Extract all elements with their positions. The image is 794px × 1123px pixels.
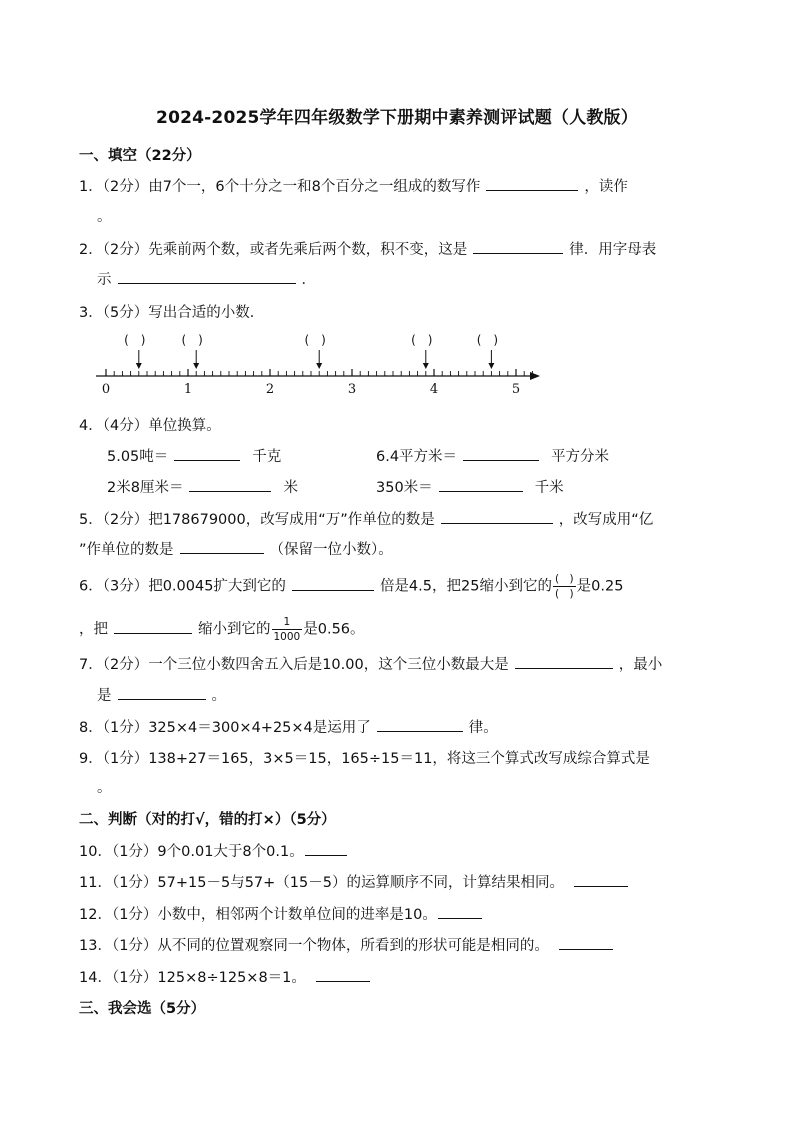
tick-label: 4 [429,382,439,394]
answer-blank[interactable] [441,509,553,524]
answer-blank[interactable] [473,239,563,254]
question-4: 4．（4分）单位换算。 [79,418,221,434]
answer-blank[interactable] [292,576,374,591]
blank-label: ( ) [411,333,433,347]
answer-blank[interactable] [118,685,206,700]
number-line-blank-1[interactable] [124,333,145,369]
question-8: 8．（1分）325×4＝300×4+25×4是运用了 律。 [79,716,498,737]
conversion-item-3: 2米8厘米＝ 米 [107,476,298,497]
question-6: 6．（3分）把0.0045扩大到它的 倍是4.5，把25缩小到它的 $\frac{( )}{( )}$ 是0.25 [79,573,624,600]
blank-label: ( ) [304,333,326,347]
answer-blank[interactable] [316,967,370,982]
number-line-blank-5[interactable] [477,333,498,369]
question-14: 14．（1分）125×8÷125×8＝1。 [79,966,376,987]
answer-blank[interactable] [189,477,271,492]
answer-blank[interactable] [118,269,296,284]
question-2: 2．（2分）先乘前两个数，或者先乘后两个数，积不变，这是 律．用字母表 [79,238,656,259]
number-line-blank-4[interactable] [411,333,432,369]
question-7-cont: 是 。 [97,684,226,705]
page-title: 2024-2025学年四年级数学下册期中素养测评试题（人教版） [156,108,638,128]
answer-blank[interactable] [515,654,613,669]
answer-blank[interactable] [114,619,192,634]
tick-label: 1 [183,382,193,394]
question-12: 12．（1分）小数中，相邻两个计数单位间的进率是10。 [79,903,488,924]
question-13: 13．（1分）从不同的位置观察同一个物体，所看到的形状可能是相同的。 [79,934,619,955]
answer-blank[interactable] [559,935,613,950]
answer-blank[interactable] [180,539,264,554]
answer-blank[interactable] [574,872,628,887]
number-line-blank-3[interactable] [305,333,326,369]
pointer-arrow-head [423,363,429,369]
question-10: 10．（1分）9个0.01大于8个0.1。 [79,840,353,861]
section-heading-multiple-choice: 三、我会选（5分） [79,1001,206,1017]
conversion-item-2: 6.4平方米＝ 平方分米 [376,445,609,466]
question-9: 9．（1分）138+27＝165，3×5＝15，165÷15＝11，将这三个算式改写成综合算式是 [79,751,650,767]
answer-blank[interactable] [463,446,539,461]
number-line-blank-2[interactable] [182,333,203,369]
pointer-arrow-head [316,363,322,369]
blank-label: ( ) [181,333,203,347]
fraction-one-thousandth: $\frac{1}{1000}$ [273,616,301,643]
blank-label: ( ) [124,333,146,347]
answer-blank[interactable] [174,446,240,461]
question-9-cont: 。 [97,780,112,796]
pointer-arrow-head [136,363,142,369]
blank-label: ( ) [476,333,499,347]
conversion-item-1: 5.05吨＝ 千克 [107,445,281,466]
answer-blank[interactable] [439,477,523,492]
pointer-arrow-head [488,363,494,369]
answer-blank[interactable] [486,176,578,191]
pointer-arrow-head [193,363,199,369]
section-heading-true-false: 二、判断（对的打√，错的打×）（5分） [79,812,336,828]
number-line-arrowhead [530,372,540,380]
answer-blank[interactable] [377,717,463,732]
question-2-cont: 示 ． [97,268,316,289]
question-1-cont: 。 [97,209,112,225]
tick-label: 0 [101,382,111,394]
tick-label: 2 [265,382,275,394]
question-7: 7．（2分）一个三位小数四舍五入后是10.00，这个三位小数最大是 ，最小 [79,653,662,674]
answer-blank[interactable] [438,904,482,919]
number-line [94,330,544,394]
question-6-cont: ，把 缩小到它的 $\frac{1}{1000}$ 是0.56。 [79,616,365,643]
question-5: 5．（2分）把178679000，改写成用“万”作单位的数是 ，改写成用“亿 [79,508,653,529]
section-heading-fill-blank: 一、填空（22分） [79,148,201,164]
conversion-item-4: 350米＝ 千米 [376,476,564,497]
fraction-blank[interactable]: $\frac{( )}{( )}$ [554,573,574,600]
question-11: 11．（1分）57+15－5与57+（15－5）的运算顺序不同，计算结果相同。 [79,871,634,892]
tick-label: 5 [511,382,521,394]
answer-blank[interactable] [305,841,347,856]
question-3: 3．（5分）写出合适的小数． [79,305,265,321]
question-5-cont: ”作单位的数是 （保留一位小数）。 [79,538,393,559]
question-1: 1．（2分）由7个一，6个十分之一和8个百分之一组成的数写作 ，读作 [79,175,628,196]
tick-label: 3 [347,382,357,394]
